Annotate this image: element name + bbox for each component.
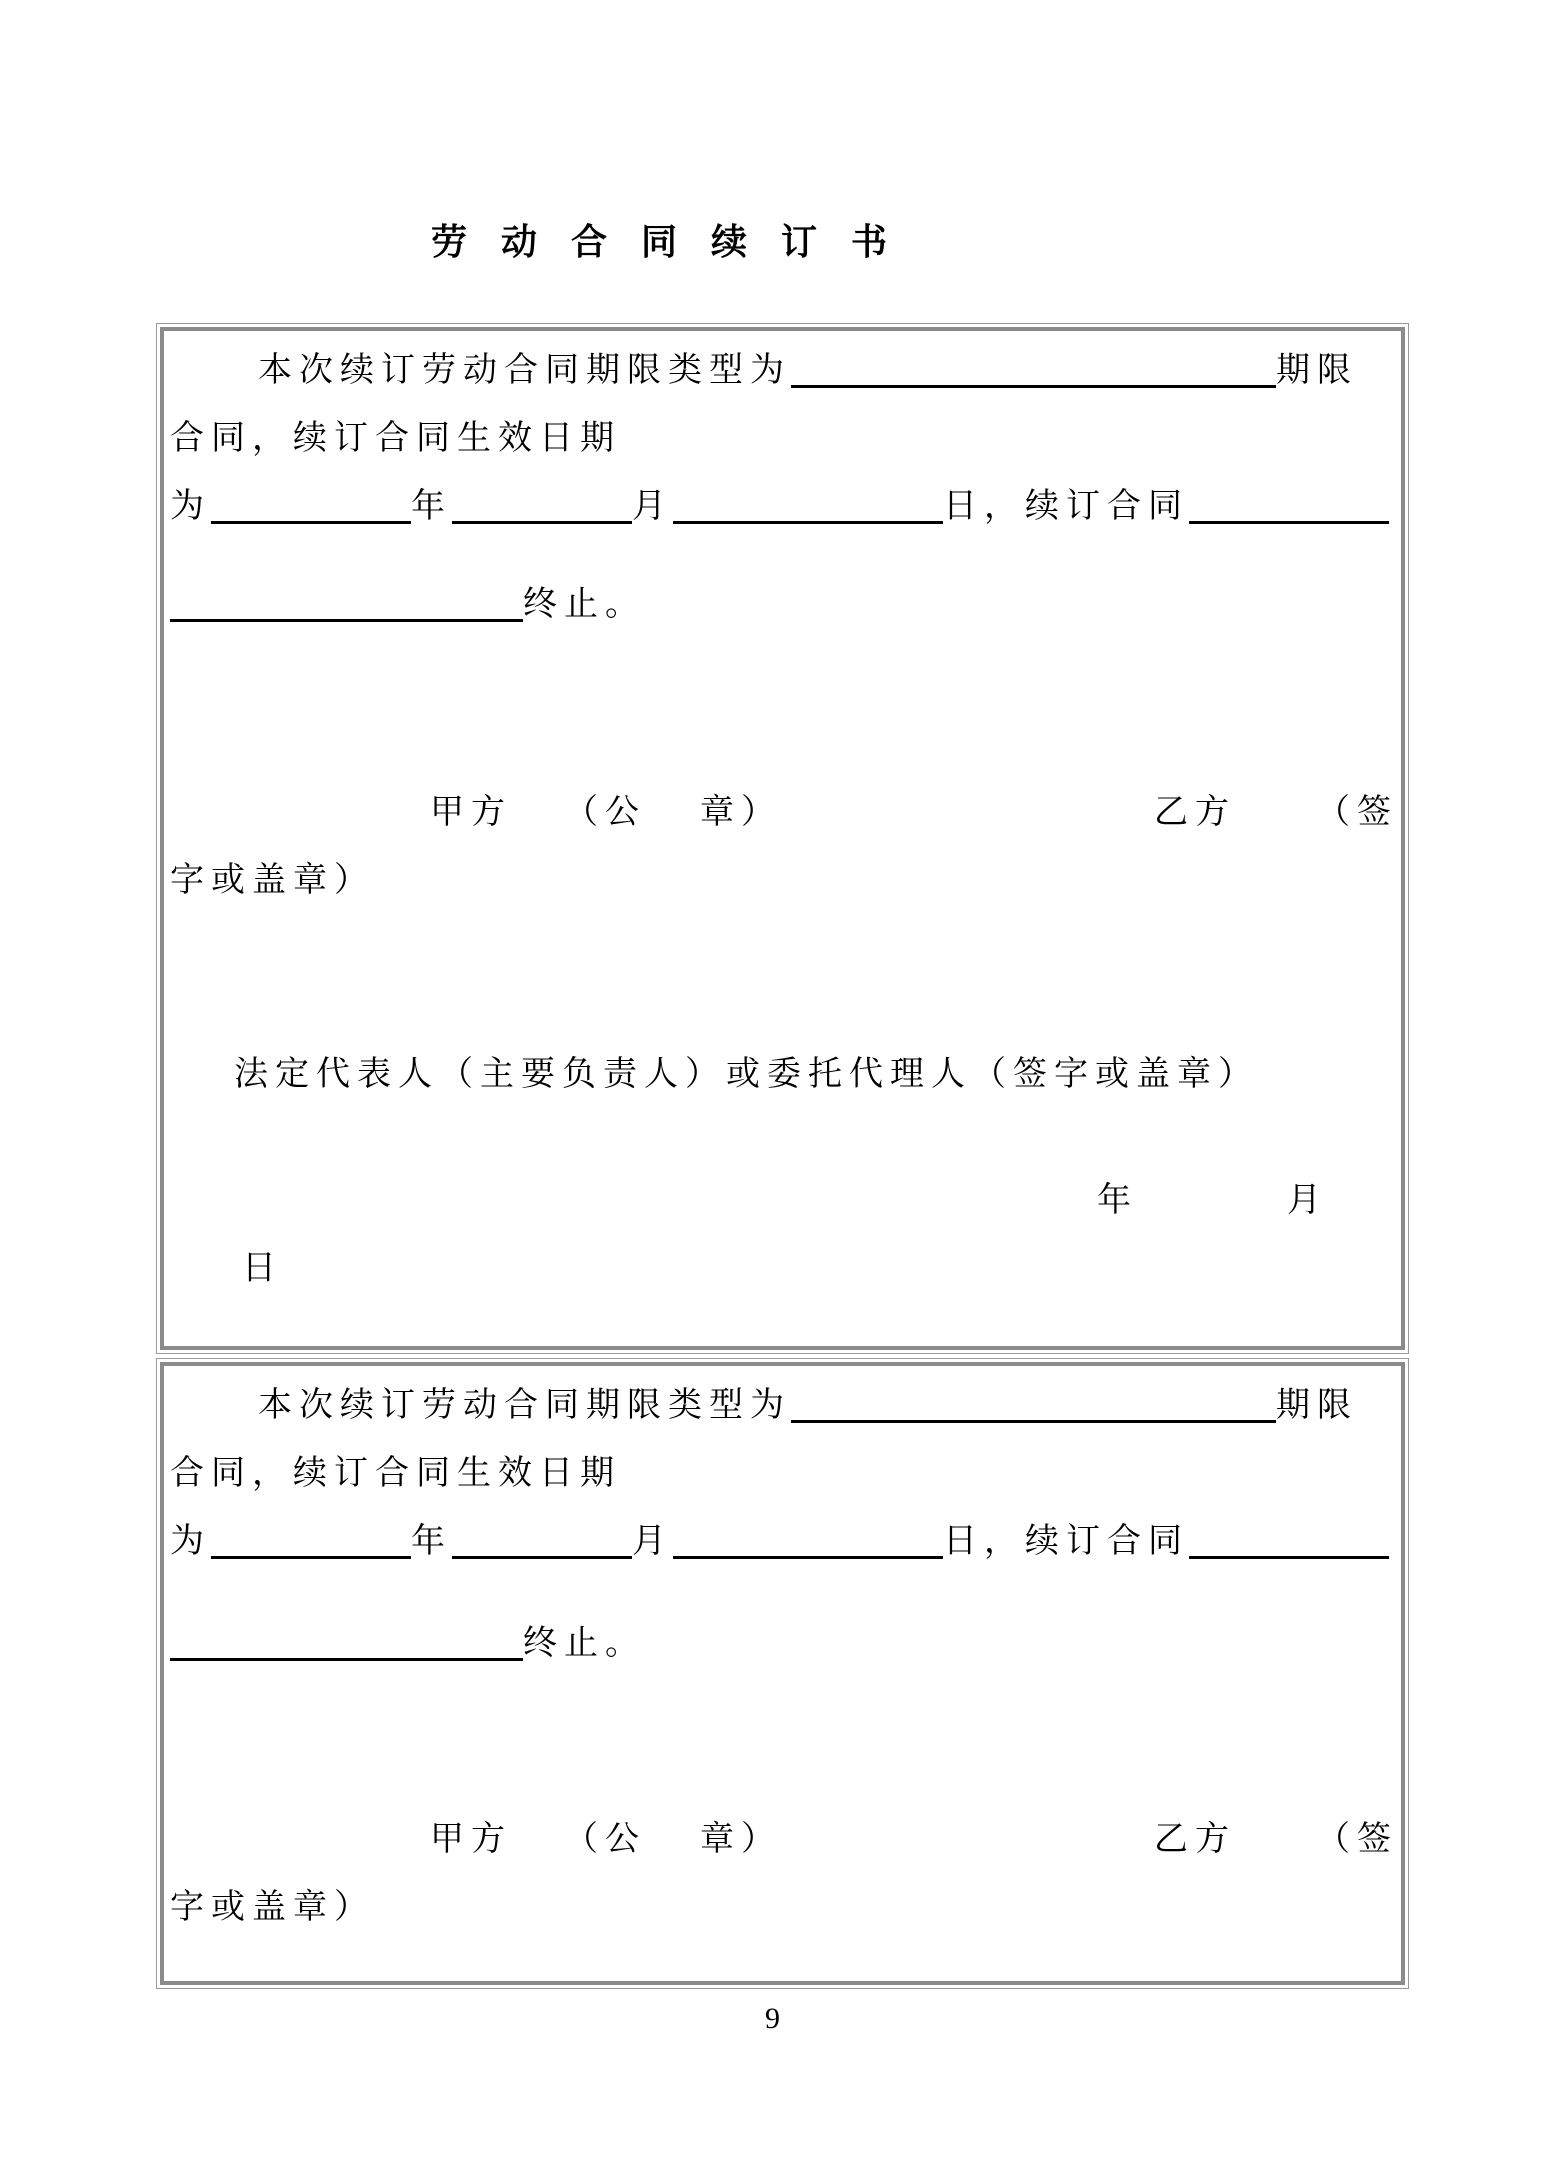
party-a-seal-open: （公 <box>564 1821 646 1858</box>
year-blank <box>211 481 411 524</box>
day-renewal-text: 日，续订合同 <box>943 1523 1189 1560</box>
page-number: 9 <box>765 2002 780 2035</box>
legal-rep-text: 法定代表人（主要负责人）或委托代理人（签字或盖章） <box>234 1056 1259 1093</box>
year-label: 年 <box>411 488 452 525</box>
legal-rep-line <box>170 1041 1395 1109</box>
month-label: 月 <box>632 1523 673 1560</box>
sign-date-line <box>170 1167 1395 1235</box>
signature-wrap-line <box>170 1874 1395 1942</box>
party-b-sign-wrap-text: 字或盖章） <box>170 862 375 899</box>
renewal-end-blank <box>1189 481 1389 524</box>
signature-line <box>170 1806 1398 1874</box>
renewal-section-1 <box>160 327 1405 1350</box>
document-title: 劳 动 合 同 续 订 书 <box>430 221 899 262</box>
term-type-prefix-text: 本次续订劳动合同期限类型为 <box>258 352 791 389</box>
termination-text: 终止。 <box>523 1625 646 1662</box>
day-blank <box>673 481 943 524</box>
month-blank <box>452 481 632 524</box>
term-type-suffix-text: 期限 <box>1276 352 1358 389</box>
month-label: 月 <box>632 488 673 525</box>
term-type-wrap-text: 合同，续订合同生效日期 <box>170 420 621 457</box>
renewal-section-2 <box>160 1362 1405 1985</box>
termination-text: 终止。 <box>523 586 646 623</box>
party-b-sign-open: （签 <box>1316 1821 1398 1858</box>
year-blank <box>211 1516 411 1559</box>
signature-line <box>170 779 1398 847</box>
party-b-label: 乙方 <box>1154 1821 1236 1858</box>
party-b-sign-open: （签 <box>1316 794 1398 831</box>
termination-line <box>170 1610 1395 1678</box>
effective-date-line <box>170 473 1395 541</box>
term-type-prefix-text: 本次续订劳动合同期限类型为 <box>258 1387 791 1424</box>
term-type-blank <box>791 345 1276 388</box>
renewal-end-blank <box>1189 1516 1389 1559</box>
sign-year-label: 年 <box>1097 1182 1138 1219</box>
day-renewal-text: 日，续订合同 <box>943 488 1189 525</box>
signature-wrap-line <box>170 847 1395 915</box>
sign-day-line <box>170 1235 1395 1303</box>
month-blank <box>452 1516 632 1559</box>
party-a-label: 甲方 <box>430 794 512 831</box>
date-prefix-text: 为 <box>170 1523 211 1560</box>
party-a-label: 甲方 <box>430 1821 512 1858</box>
term-type-wrap-text: 合同，续订合同生效日期 <box>170 1455 621 1492</box>
party-a-seal-close: 章） <box>700 1821 782 1858</box>
party-b-label: 乙方 <box>1154 794 1236 831</box>
termination-line <box>170 571 1395 639</box>
term-type-suffix-text: 期限 <box>1276 1387 1358 1424</box>
sign-month-label: 月 <box>1287 1182 1328 1219</box>
year-label: 年 <box>411 1523 452 1560</box>
party-a-seal-close: 章） <box>700 794 782 831</box>
effective-date-line <box>170 1508 1395 1576</box>
party-b-sign-wrap-text: 字或盖章） <box>170 1889 375 1926</box>
termination-date-blank <box>170 579 523 622</box>
day-blank <box>673 1516 943 1559</box>
term-type-wrap-line <box>170 405 1395 473</box>
term-type-line <box>170 1372 1395 1440</box>
sign-day-label: 日 <box>242 1250 283 1287</box>
termination-date-blank <box>170 1618 523 1661</box>
term-type-blank <box>791 1380 1276 1423</box>
term-type-line <box>170 337 1395 405</box>
term-type-wrap-line <box>170 1440 1395 1508</box>
date-prefix-text: 为 <box>170 488 211 525</box>
party-a-seal-open: （公 <box>564 794 646 831</box>
